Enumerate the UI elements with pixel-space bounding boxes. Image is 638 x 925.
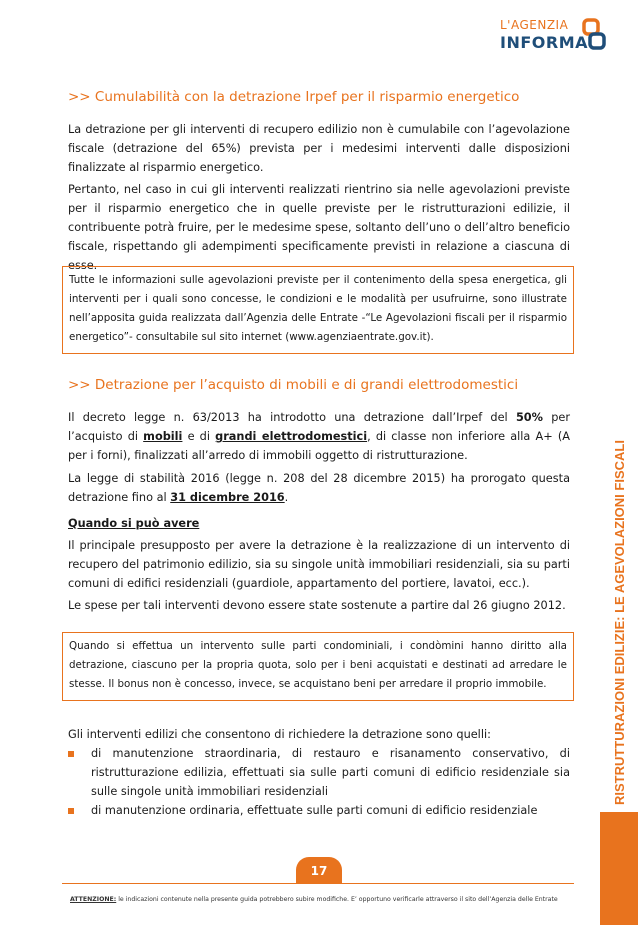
paragraph-decreto: Il decreto legge n. 63/2013 ha introdotto una detrazione dall’Irpef del 50% per l’acquisto di mobili e di grandi elettrodomestici, di classe non inferiore alla A+ (A per i forni), finalizzati all’arredo di immobili oggetto di ristrutturazione.	[68, 411, 570, 462]
section-title-mobili: >> Detrazione per l’acquisto di mobili e di grandi elettrodomestici	[68, 377, 519, 393]
logo-line2: INFORMA	[500, 33, 588, 52]
sidebar-accent-bar	[600, 812, 638, 925]
bullet-square-icon	[68, 808, 74, 814]
list-item: di manutenzione straordinaria, di restauro e risanamento conservativo, di ristrutturazione edilizia, effettuati sia sulle parti comuni di edificio residenziale sia sulle singole unità immobiliari residenziali	[68, 744, 570, 801]
paragraph: Il principale presupposto per avere la detrazione è la realizzazione di un intervento di recupero del patrimonio edilizio, sia su singole unità immobiliari residenziali, sia su parti comuni di edifici residenziali (guardiole, appartamento del portiere, lavatoi, ecc.).	[68, 539, 570, 590]
info-box-risparmio-energetico: Tutte le informazioni sulle agevolazioni previste per il contenimento della spesa energetica, gli interventi per i quali sono concesse, le condizioni e le modalità per usufruirne, sono illustrate nell’apposita guida realizzata dall’Agenzia delle Entrate -“Le Agevolazioni fiscali per il risparmio energetico”- consultabile sul sito internet (www.agenziaentrate.gov.it).	[62, 266, 574, 354]
logo-mark-icon	[582, 18, 606, 52]
highlight-mobili: mobili	[143, 430, 183, 443]
paragraph: Gli interventi edilizi che consentono di richiedere la detrazione sono quelli:	[68, 728, 491, 741]
list-item: di manutenzione ordinaria, effettuate sulle parti comuni di edificio residenziale	[68, 801, 570, 820]
subheading-quando: Quando si può avere	[68, 517, 200, 530]
logo-line1: L'AGENZIA	[500, 18, 569, 32]
paragraph: Le spese per tali interventi devono essere state sostenute a partire dal 26 giugno 2012.	[68, 599, 566, 612]
footer-note: ATTENZIONE: le indicazioni contenute nella presente guida potrebbero subire modifiche. E’ opportuno verificarle attraverso il sito dell’Agenzia delle Entrate	[70, 896, 558, 903]
agenzia-informa-logo	[498, 16, 608, 56]
footer-divider	[62, 883, 574, 884]
footer-label: ATTENZIONE:	[70, 896, 117, 903]
page-number: 17	[296, 857, 342, 883]
paragraph: Pertanto, nel caso in cui gli interventi realizzati rientrino sia nelle agevolazioni previste per il risparmio energetico che in quelle previste per le ristrutturazioni edilizie, il contribuente potrà fruire, per le medesime spese, soltanto dell’uno o dell’altro beneficio fiscale, rispettando gli adempimenti specificamente previsti in relazione a ciascuna di esse.	[68, 183, 570, 272]
highlight-50: 50%	[515, 411, 543, 424]
highlight-elettrodomestici: grandi elettrodomestici	[215, 430, 368, 443]
paragraph: La detrazione per gli interventi di recupero edilizio non è cumulabile con l’agevolazione fiscale (detrazione del 65%) prevista per i medesimi interventi dalle disposizioni finalizzate al risparmio energetico.	[68, 123, 570, 174]
section-title-cumulabilita: >> Cumulabilità con la detrazione Irpef per il risparmio energetico	[68, 89, 520, 105]
highlight-date: 31 dicembre 2016	[170, 491, 285, 504]
info-box-condominio: Quando si effettua un intervento sulle parti condominiali, i condòmini hanno diritto alla detrazione, ciascuno per la propria quota, solo per i beni acquistati e destinati ad arredare le stesse. Il bonus non è concesso, invece, se acquistano beni per arredare il proprio immobile.	[62, 632, 574, 701]
sidebar-chapter-label: RISTRUTTURAZIONI EDILIZIE: LE AGEVOLAZIONI FISCALI	[612, 440, 627, 805]
bullet-square-icon	[68, 751, 74, 757]
paragraph-legge-stabilita: La legge di stabilità 2016 (legge n. 208 del 28 dicembre 2015) ha prorogato questa detrazione fino al 31 dicembre 2016.	[68, 472, 570, 504]
